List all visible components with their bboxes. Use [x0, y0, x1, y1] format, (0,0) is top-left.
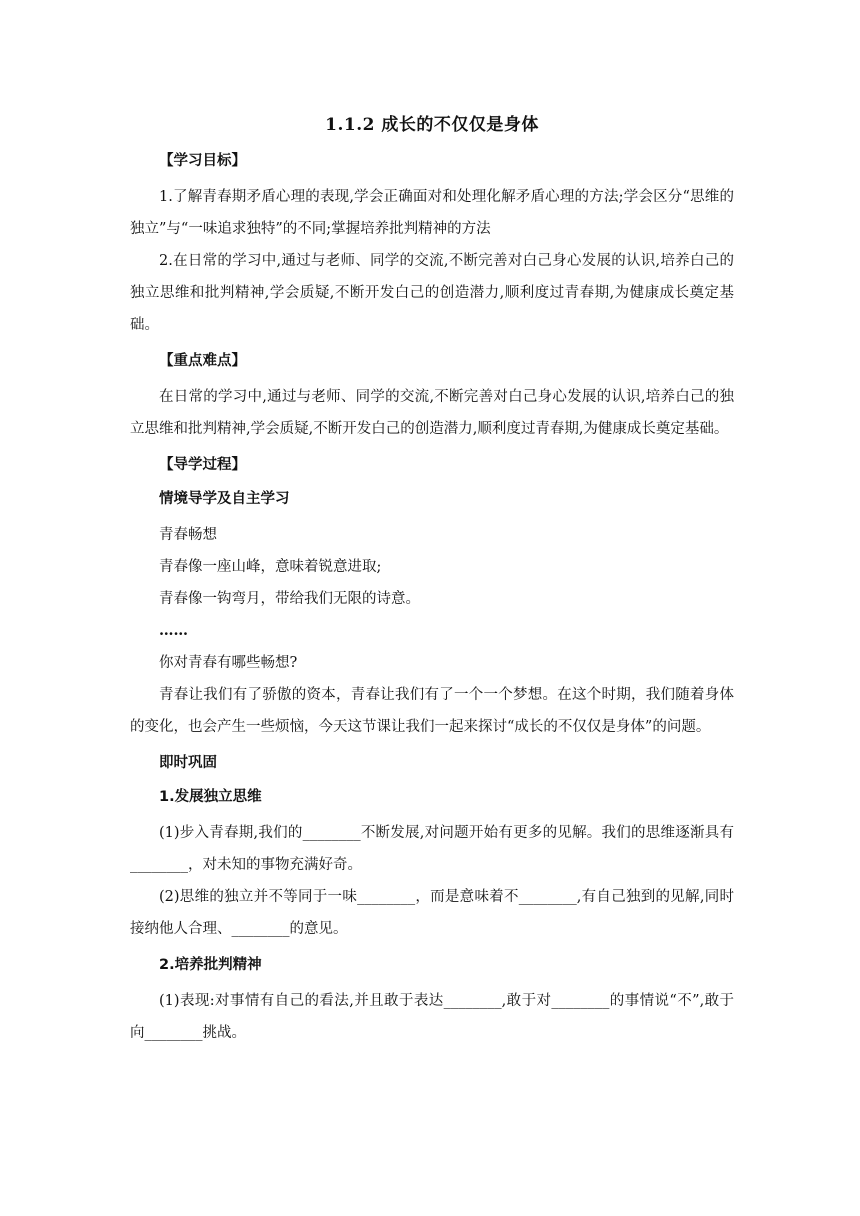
process-heading: 【导学过程】	[159, 457, 246, 473]
intro-heading: 情境导学及自主学习	[159, 491, 290, 507]
poem-title: 青春畅想	[159, 527, 217, 543]
intro-text: 青春让我们有了骄傲的资本，青春让我们有了一个一个梦想。在这个时期，我们随着身体的变化，也会产生一些烦恼，今天这节课让我们一起来探讨“成长的不仅仅是身体”的问题。	[130, 687, 734, 735]
poem-line-1: 青春像一座山峰，意味着锐意进取;	[159, 559, 382, 575]
ellipsis: ……	[159, 622, 188, 639]
poem-line-2: 青春像一钩弯月，带给我们无限的诗意。	[159, 591, 420, 607]
consolidate-heading: 即时巩固	[159, 755, 217, 771]
item-2-1-text: (1)表现:对事情有自己的看法,并且敢于表达________,敢于对________的事情说“不”,敢于向________挑战。	[130, 993, 734, 1041]
key-points-heading: 【重点难点】	[159, 353, 246, 369]
item-1-2-text: (2)思维的独立并不等同于一味________，而是意味着不________,有自己独到的见解,同时接纳他人合理、________的意见。	[130, 889, 734, 937]
item-1-heading: 1.发展独立思维	[159, 789, 262, 805]
learning-goals-heading: 【学习目标】	[159, 153, 246, 169]
item-2-heading: 2.培养批判精神	[159, 957, 262, 973]
question-text: 你对青春有哪些畅想?	[159, 655, 298, 671]
goal-2-text: 2.在日常的学习中,通过与老师、同学的交流,不断完善对白己身心发展的认识,培养白己的独立思维和批判精神,学会质疑,不断开发白己的创造潜力,顺利度过青春期,为健康成长奠定基础。	[130, 253, 734, 333]
page-title: 1.1.2 成长的不仅仅是身体	[325, 115, 539, 135]
item-1-1-text: (1)步入青春期,我们的________不断发展,对问题开始有更多的见解。我们的思维逐渐具有________，对未知的事物充满好奇。	[130, 825, 734, 873]
goal-1-text: 1.了解青春期矛盾心理的表现,学会正确面对和处理化解矛盾心理的方法;学会区分“思维的独立”与“一味追求独特”的不同;掌握培养批判精神的方法	[130, 189, 734, 237]
key-points-text: 在日常的学习中,通过与老师、同学的交流,不断完善对白己身心发展的认识,培养白己的独立思维和批判精神,学会质疑,不断开发白己的创造潜力,顺利度过青春期,为健康成长奠定基础。	[130, 389, 734, 437]
